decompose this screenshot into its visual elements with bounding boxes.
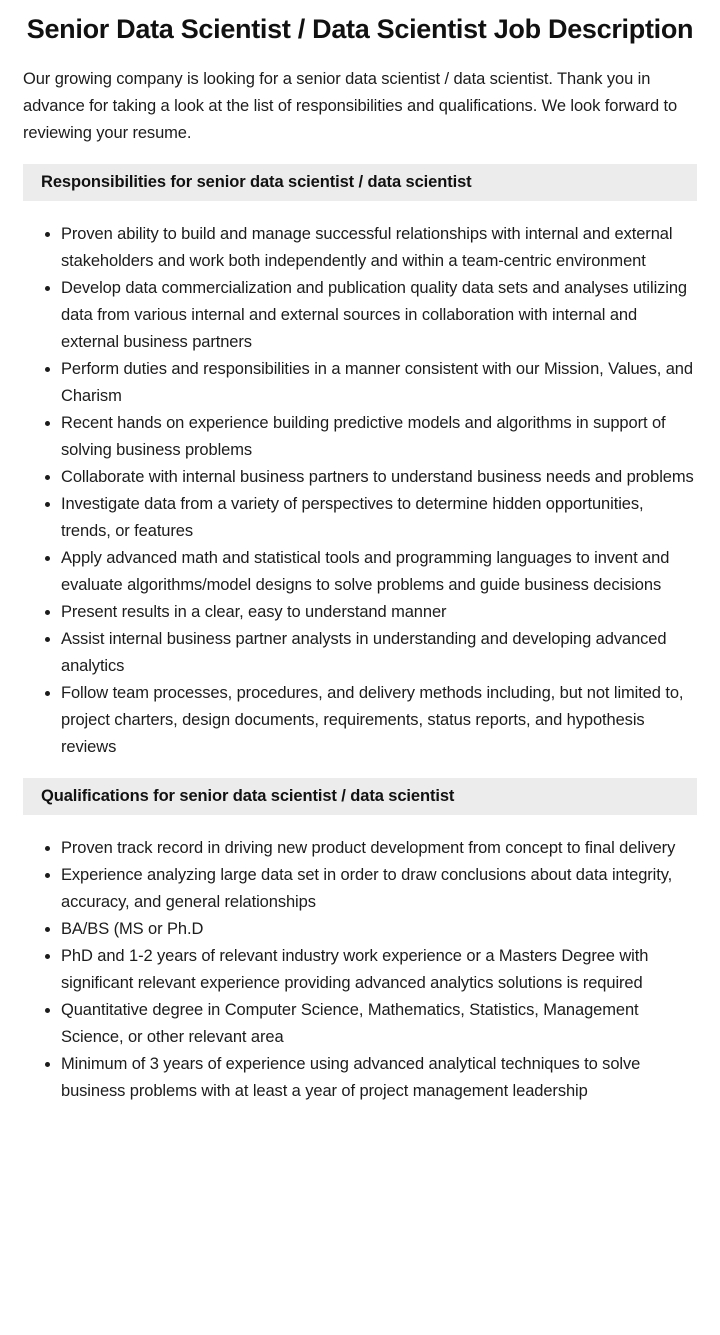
list-item: Investigate data from a variety of perspectives to determine hidden opportunities, trends, or features — [61, 491, 697, 545]
list-item: Present results in a clear, easy to understand manner — [61, 599, 697, 626]
list-item: Proven track record in driving new product development from concept to final delivery — [61, 835, 697, 862]
list-item: Perform duties and responsibilities in a manner consistent with our Mission, Values, and Charism — [61, 356, 697, 410]
page-title: Senior Data Scientist / Data Scientist Job Description — [26, 14, 694, 44]
section-header-responsibilities: Responsibilities for senior data scientist / data scientist — [23, 164, 697, 201]
list-item: Quantitative degree in Computer Science, Mathematics, Statistics, Management Science, or other relevant area — [61, 997, 697, 1051]
list-item: Collaborate with internal business partners to understand business needs and problems — [61, 464, 697, 491]
responsibilities-list — [23, 221, 697, 761]
section-header-qualifications: Qualifications for senior data scientist / data scientist — [23, 778, 697, 815]
list-item: Recent hands on experience building predictive models and algorithms in support of solving business problems — [61, 410, 697, 464]
list-item: Minimum of 3 years of experience using advanced analytical techniques to solve business problems with at least a year of project management leadership — [61, 1051, 697, 1105]
list-item: Experience analyzing large data set in order to draw conclusions about data integrity, accuracy, and general relationships — [61, 862, 697, 916]
list-item: BA/BS (MS or Ph.D — [61, 916, 697, 943]
list-item: Develop data commercialization and publication quality data sets and analyses utilizing data from various internal and external sources in collaboration with internal and external business partners — [61, 275, 697, 356]
list-item: Apply advanced math and statistical tools and programming languages to invent and evaluate algorithms/model designs to solve problems and guide business decisions — [61, 545, 697, 599]
list-item: Assist internal business partner analysts in understanding and developing advanced analytics — [61, 626, 697, 680]
list-item: Proven ability to build and manage successful relationships with internal and external stakeholders and work both independently and within a team-centric environment — [61, 221, 697, 275]
intro-paragraph: Our growing company is looking for a senior data scientist / data scientist. Thank you in advance for taking a look at the list of responsibilities and qualifications. We look forward to reviewing your resume. — [23, 70, 678, 142]
qualifications-list — [23, 835, 697, 1105]
list-item: PhD and 1-2 years of relevant industry work experience or a Masters Degree with significant relevant experience providing advanced analytics solutions is required — [61, 943, 697, 997]
list-item: Follow team processes, procedures, and delivery methods including, but not limited to, project charters, design documents, requirements, status reports, and hypothesis reviews — [61, 680, 697, 761]
